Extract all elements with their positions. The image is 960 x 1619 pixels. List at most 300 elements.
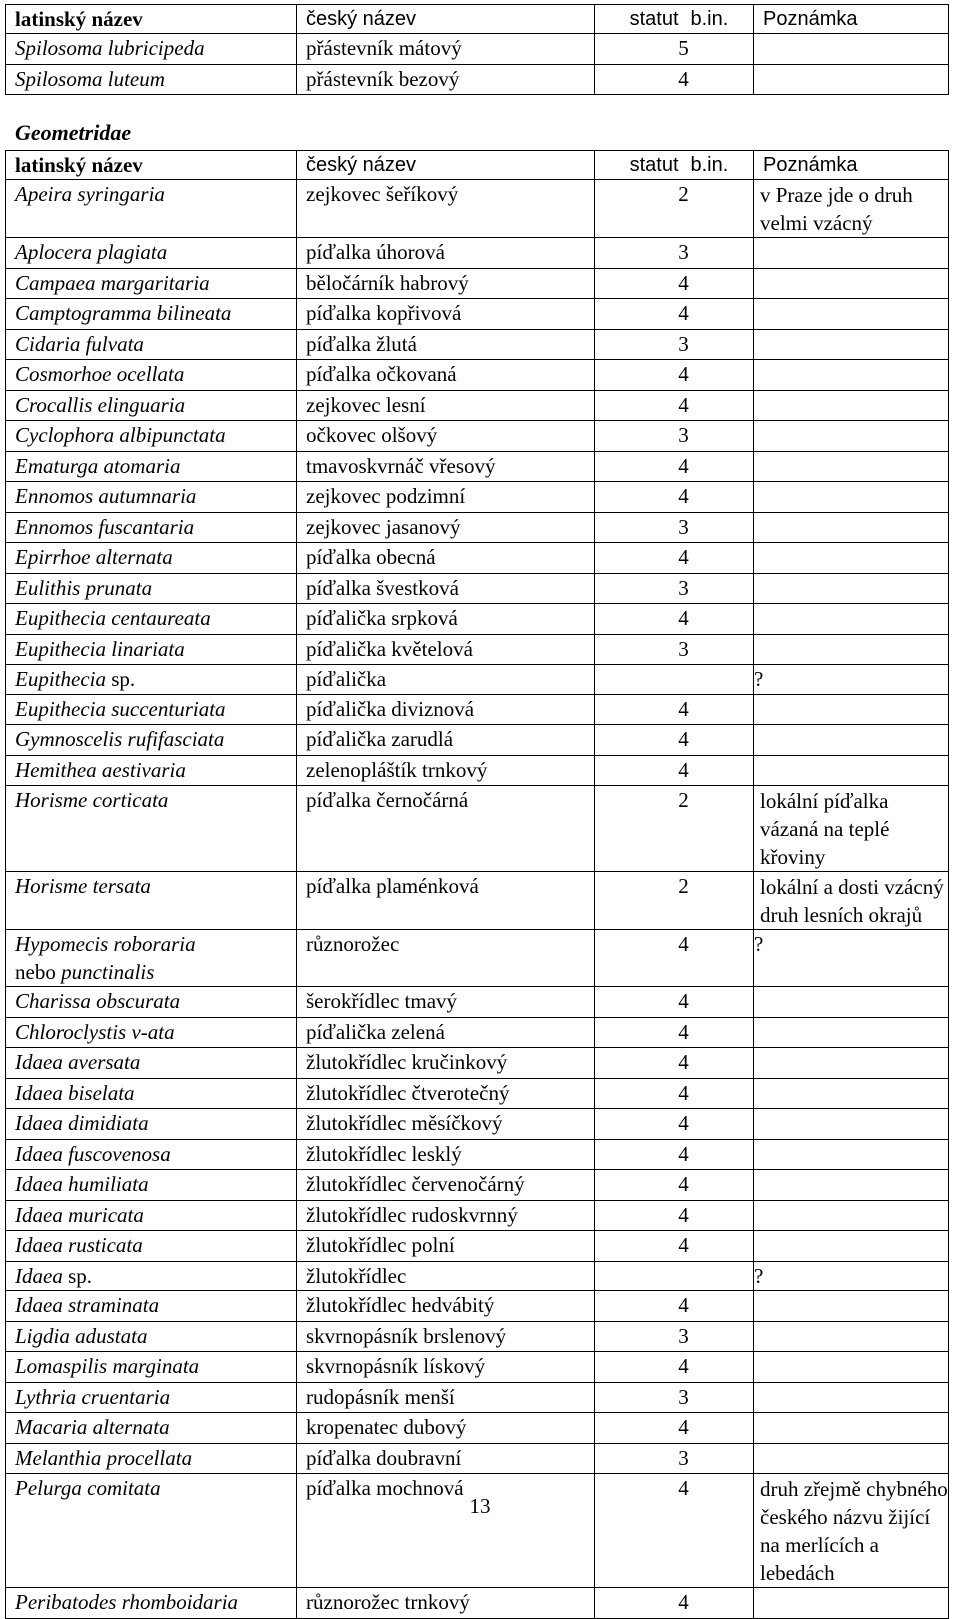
czech-name: žlutokřídlec měsíčkový <box>297 1109 595 1140</box>
note-cell <box>754 543 949 574</box>
bin-value: 4 <box>678 1233 689 1257</box>
bin-cell <box>678 1139 754 1170</box>
czech-name: píďalka mochnová <box>297 1474 595 1588</box>
latin-name-cell <box>6 1109 297 1140</box>
latin-name-cell <box>6 64 297 95</box>
bin-cell <box>678 694 754 725</box>
bin-value: 4 <box>678 392 689 417</box>
species-table-arctiidae <box>5 4 949 95</box>
bin-value: 3 <box>678 1323 689 1348</box>
table-row <box>6 1321 949 1352</box>
latin-name-cell <box>6 268 297 299</box>
czech-name: píďalka očkovaná <box>297 360 595 391</box>
czech-name: píďalka žlutá <box>297 329 595 360</box>
note-cell <box>754 329 949 360</box>
latin-name-cell <box>6 451 297 482</box>
latin-name: Campaea margaritaria <box>15 270 210 295</box>
czech-name: žlutokřídlec kručinkový <box>297 1048 595 1079</box>
latin-name-cell <box>6 1382 297 1413</box>
bin-value: 4 <box>678 1141 689 1166</box>
czech-name: píďalička zelená <box>297 1017 595 1048</box>
note-cell <box>754 1017 949 1048</box>
note-cell: druh zřejmě chybného českého názvu žijící na merlících a lebedách <box>754 1474 949 1588</box>
czech-name: přástevník mátový <box>297 34 595 65</box>
bin-value: 4 <box>678 757 689 782</box>
table-row <box>6 930 949 987</box>
note-cell <box>754 1382 949 1413</box>
bin-cell <box>678 1109 754 1140</box>
czech-name: žlutokřídlec čtverotečný <box>297 1078 595 1109</box>
table-row <box>6 390 949 421</box>
note-cell: lokální a dosti vzácný druh lesních okrajů <box>754 872 949 930</box>
latin-name: Horisme corticata <box>15 788 169 812</box>
header-note: Poznámka <box>754 151 949 180</box>
czech-name: píďalka kopřivová <box>297 299 595 330</box>
latin-name-cell <box>6 1200 297 1231</box>
bin-value: 4 <box>678 453 689 478</box>
latin-name-cell <box>6 238 297 269</box>
latin-name-cell <box>6 665 297 695</box>
czech-name: různorožec trnkový <box>297 1588 595 1619</box>
latin-name-cell <box>6 1352 297 1383</box>
latin-name-cell <box>6 930 297 987</box>
latin-name: Ennomos fuscantaria <box>15 514 195 539</box>
bin-value: 4 <box>678 1590 689 1614</box>
bin-cell <box>678 451 754 482</box>
table-row <box>6 1200 949 1231</box>
table-row <box>6 987 949 1018</box>
latin-name-cell <box>6 1078 297 1109</box>
table-row <box>6 665 949 695</box>
note-cell <box>754 299 949 330</box>
latin-name: Idaea fuscovenosa <box>15 1141 171 1166</box>
czech-name: skvrnopásník lískový <box>297 1352 595 1383</box>
latin-name: Cosmorhoe ocellata <box>15 362 185 386</box>
bin-value: 4 <box>678 270 689 295</box>
bin-value: 4 <box>678 606 689 630</box>
table-row <box>6 755 949 786</box>
bin-value: 4 <box>678 1415 689 1439</box>
latin-name-cell <box>6 1443 297 1474</box>
czech-name: žlutokřídlec červenočárný <box>297 1170 595 1201</box>
bin-value: 5 <box>678 36 689 60</box>
bin-value: 3 <box>678 1384 689 1409</box>
page-number: 13 <box>469 1494 491 1518</box>
table-row <box>6 1231 949 1262</box>
note-cell <box>754 512 949 543</box>
bin-value: 2 <box>678 182 689 206</box>
table-row <box>6 1413 949 1444</box>
table-row <box>6 482 949 513</box>
latin-name-cell <box>6 694 297 725</box>
bin-cell <box>678 725 754 756</box>
czech-name: píďalka švestková <box>297 573 595 604</box>
latin-name: Idaea rusticata <box>15 1233 143 1257</box>
latin-name-cell <box>6 573 297 604</box>
bin-value: 4 <box>678 362 689 386</box>
czech-name: píďalka černočárná <box>297 786 595 872</box>
table-row <box>6 329 949 360</box>
latin-name: Idaea biselata <box>15 1080 135 1105</box>
header-status: statut <box>595 5 687 34</box>
latin-name: Idaea muricata <box>15 1202 144 1227</box>
latin-name-cell <box>6 987 297 1018</box>
table-row <box>6 1443 949 1474</box>
table-row <box>6 1291 949 1322</box>
bin-cell <box>678 1413 754 1444</box>
bin-cell <box>678 634 754 665</box>
latin-name: Eupithecia centaureata <box>15 606 211 630</box>
bin-value: 4 <box>678 66 689 91</box>
note-cell <box>754 1413 949 1444</box>
header-czech-name: český název <box>297 151 595 180</box>
latin-name-cell <box>6 1413 297 1444</box>
table-row <box>6 421 949 452</box>
latin-name: Epirrhoe alternata <box>15 545 173 569</box>
bin-cell <box>678 573 754 604</box>
czech-name: žlutokřídlec polní <box>297 1231 595 1262</box>
table-row <box>6 64 949 95</box>
bin-cell <box>678 1017 754 1048</box>
note-cell <box>754 1443 949 1474</box>
table-row <box>6 512 949 543</box>
table-row <box>6 1588 949 1619</box>
bin-value: 3 <box>678 1445 689 1470</box>
latin-name-cell <box>6 786 297 872</box>
bin-cell <box>678 299 754 330</box>
note-cell: ? <box>754 930 949 987</box>
czech-name: běločárník habrový <box>297 268 595 299</box>
latin-name-cell <box>6 482 297 513</box>
latin-name-cell <box>6 604 297 635</box>
czech-name: píďalička zarudlá <box>297 725 595 756</box>
header-note: Poznámka <box>754 5 949 34</box>
czech-name: píďalička diviznová <box>297 694 595 725</box>
czech-name: píďalička srpková <box>297 604 595 635</box>
bin-value: 3 <box>678 331 689 356</box>
table-row <box>6 1382 949 1413</box>
bin-value: 4 <box>678 1172 689 1196</box>
status-cell <box>595 1261 687 1291</box>
note-cell <box>754 64 949 95</box>
note-cell <box>754 1170 949 1201</box>
bin-value: 4 <box>678 696 689 721</box>
latin-name-cell <box>6 543 297 574</box>
note-cell <box>754 694 949 725</box>
czech-name: žlutokřídlec hedvábitý <box>297 1291 595 1322</box>
bin-cell <box>678 604 754 635</box>
table-row <box>6 872 949 930</box>
note-cell <box>754 268 949 299</box>
czech-name: zejkovec podzimní <box>297 482 595 513</box>
table-header-row <box>6 151 949 180</box>
bin-value: 4 <box>678 727 689 751</box>
latin-name-alt: punctinalis <box>61 960 155 984</box>
header-latin-name: latinský název <box>6 151 297 180</box>
header-bin: b.in. <box>687 151 754 180</box>
bin-value: 4 <box>678 1354 689 1378</box>
latin-name: Spilosoma luteum <box>15 66 165 91</box>
bin-cell <box>678 421 754 452</box>
table-row <box>6 1474 949 1588</box>
table-row <box>6 725 949 756</box>
table-row <box>6 694 949 725</box>
bin-cell <box>678 390 754 421</box>
czech-name: píďalka plaménková <box>297 872 595 930</box>
czech-name: žlutokřídlec <box>297 1261 595 1291</box>
bin-value: 3 <box>678 423 689 447</box>
note-cell: v Praze jde o druh velmi vzácný <box>754 180 949 238</box>
bin-cell <box>678 1078 754 1109</box>
latin-name: Chloroclystis v-ata <box>15 1019 175 1044</box>
note-cell <box>754 1588 949 1619</box>
latin-name-cell <box>6 1170 297 1201</box>
latin-name-cell <box>6 1291 297 1322</box>
latin-name-cell <box>6 1048 297 1079</box>
latin-name: Ligdia adustata <box>15 1323 148 1348</box>
latin-name: Charissa obscurata <box>15 989 181 1013</box>
bin-value: 4 <box>678 1111 689 1135</box>
bin-cell <box>678 360 754 391</box>
latin-name-suffix: sp. <box>105 667 136 691</box>
bin-cell <box>678 1231 754 1262</box>
latin-name: Cyclophora albipunctata <box>15 423 226 447</box>
note-cell <box>754 725 949 756</box>
bin-cell <box>678 987 754 1018</box>
bin-cell <box>678 1474 754 1588</box>
note-cell: ? <box>754 1261 949 1291</box>
note-cell <box>754 573 949 604</box>
bin-value: 4 <box>678 545 689 569</box>
latin-name-suffix: sp. <box>62 1263 93 1288</box>
latin-name: Apeira syringaria <box>15 182 165 206</box>
note-cell <box>754 987 949 1018</box>
bin-value: 2 <box>678 788 689 812</box>
latin-name-cell <box>6 512 297 543</box>
note-cell <box>754 604 949 635</box>
note-cell <box>754 482 949 513</box>
bin-cell <box>678 34 754 65</box>
note-cell <box>754 1200 949 1231</box>
bin-cell <box>678 1588 754 1619</box>
czech-name: skvrnopásník brslenový <box>297 1321 595 1352</box>
latin-name-cell <box>6 299 297 330</box>
bin-cell <box>687 1261 754 1291</box>
bin-value: 4 <box>678 1080 689 1105</box>
latin-name: Macaria alternata <box>15 1415 170 1439</box>
note-cell <box>754 1139 949 1170</box>
bin-cell <box>678 512 754 543</box>
bin-value: 4 <box>678 989 689 1013</box>
bin-value: 3 <box>678 575 689 600</box>
czech-name: píďalka obecná <box>297 543 595 574</box>
header-czech-name: český název <box>297 5 595 34</box>
table-row <box>6 1109 949 1140</box>
table-row <box>6 1017 949 1048</box>
bin-value: 3 <box>678 636 689 661</box>
note-cell <box>754 1231 949 1262</box>
latin-name: Idaea straminata <box>15 1293 160 1317</box>
czech-name: zelenopláštík trnkový <box>297 755 595 786</box>
latin-name: Camptogramma bilineata <box>15 301 232 325</box>
latin-name: Ennomos autumnaria <box>15 484 197 508</box>
czech-name: píďalička květelová <box>297 634 595 665</box>
bin-cell <box>678 1291 754 1322</box>
bin-value: 3 <box>678 514 689 539</box>
bin-value: 4 <box>678 1050 689 1074</box>
czech-name: šerokřídlec tmavý <box>297 987 595 1018</box>
bin-cell <box>678 1443 754 1474</box>
latin-name: Spilosoma lubricipeda <box>15 36 205 60</box>
bin-cell <box>678 930 754 987</box>
latin-name-cell <box>6 634 297 665</box>
table-row <box>6 634 949 665</box>
note-cell <box>754 1109 949 1140</box>
bin-value: 4 <box>678 932 689 956</box>
bin-value: 4 <box>678 1202 689 1227</box>
table-row <box>6 1170 949 1201</box>
latin-name-cell <box>6 1017 297 1048</box>
latin-name: Aplocera plagiata <box>15 240 168 264</box>
latin-name: Peribatodes rhomboidaria <box>15 1590 239 1614</box>
table-row <box>6 34 949 65</box>
latin-name-cell <box>6 1588 297 1619</box>
table-row <box>6 180 949 238</box>
table-row <box>6 238 949 269</box>
bin-cell <box>687 665 754 695</box>
table-row <box>6 1139 949 1170</box>
bin-cell <box>678 64 754 95</box>
family-heading: Geometridae <box>15 120 132 145</box>
table-header-row <box>6 5 949 34</box>
latin-name: Melanthia procellata <box>15 1445 193 1470</box>
note-cell <box>754 238 949 269</box>
czech-name: zejkovec lesní <box>297 390 595 421</box>
bin-cell <box>678 1048 754 1079</box>
latin-name: Idaea dimidiata <box>15 1111 149 1135</box>
latin-name: Gymnoscelis rufifasciata <box>15 727 225 751</box>
bin-cell <box>678 872 754 930</box>
latin-name: Hemithea aestivaria <box>15 757 186 782</box>
table-row <box>6 1078 949 1109</box>
bin-cell <box>678 180 754 238</box>
latin-name-cell <box>6 1139 297 1170</box>
latin-name: Idaea aversata <box>15 1050 141 1074</box>
table-row <box>6 268 949 299</box>
bin-cell <box>678 1321 754 1352</box>
latin-name-alt-prefix: nebo <box>15 960 62 984</box>
table-row <box>6 451 949 482</box>
table-row <box>6 1261 949 1291</box>
bin-cell <box>678 1352 754 1383</box>
bin-cell <box>678 1200 754 1231</box>
note-cell <box>754 755 949 786</box>
latin-name: Hypomecis roboraria <box>15 932 196 956</box>
bin-cell <box>678 1382 754 1413</box>
latin-name: Horisme tersata <box>15 874 151 898</box>
note-cell <box>754 451 949 482</box>
bin-value: 4 <box>678 1293 689 1317</box>
note-cell <box>754 1321 949 1352</box>
latin-name-cell <box>6 180 297 238</box>
status-cell <box>595 665 687 695</box>
czech-name: píďalička <box>297 665 595 695</box>
table-row <box>6 573 949 604</box>
latin-name-cell <box>6 1474 297 1588</box>
bin-cell <box>678 786 754 872</box>
bin-cell <box>678 329 754 360</box>
czech-name: přástevník bezový <box>297 64 595 95</box>
bin-cell <box>678 482 754 513</box>
czech-name: zejkovec šeříkový <box>297 180 595 238</box>
note-cell <box>754 390 949 421</box>
latin-name-cell <box>6 725 297 756</box>
note-cell <box>754 34 949 65</box>
latin-name-cell <box>6 1261 297 1291</box>
bin-value: 2 <box>678 874 689 898</box>
table-row <box>6 1352 949 1383</box>
czech-name: tmavoskvrnáč vřesový <box>297 451 595 482</box>
table-row <box>6 1048 949 1079</box>
latin-name-cell <box>6 872 297 930</box>
bin-value: 4 <box>678 484 689 508</box>
czech-name: píďalka doubravní <box>297 1443 595 1474</box>
latin-name-cell <box>6 360 297 391</box>
header-latin-name: latinský název <box>6 5 297 34</box>
table-row <box>6 299 949 330</box>
latin-name: Crocallis elinguaria <box>15 392 186 417</box>
bin-cell <box>678 543 754 574</box>
latin-name-cell <box>6 329 297 360</box>
note-cell <box>754 1291 949 1322</box>
czech-name: zejkovec jasanový <box>297 512 595 543</box>
latin-name-cell <box>6 421 297 452</box>
czech-name: očkovec olšový <box>297 421 595 452</box>
note-cell <box>754 360 949 391</box>
latin-name: Ematurga atomaria <box>15 453 181 478</box>
note-cell <box>754 1048 949 1079</box>
table-row <box>6 360 949 391</box>
species-table-geometridae <box>5 150 949 1619</box>
latin-name: Eupithecia succenturiata <box>15 696 226 721</box>
latin-name-cell <box>6 755 297 786</box>
bin-cell <box>678 268 754 299</box>
table-row <box>6 604 949 635</box>
note-cell: lokální píďalka vázaná na teplé křoviny <box>754 786 949 872</box>
header-status: statut <box>595 151 687 180</box>
table-row <box>6 543 949 574</box>
header-bin: b.in. <box>687 5 754 34</box>
bin-value: 4 <box>678 301 689 325</box>
czech-name: kropenatec dubový <box>297 1413 595 1444</box>
bin-cell <box>678 755 754 786</box>
bin-value: 4 <box>678 1019 689 1044</box>
note-cell: ? <box>754 665 949 695</box>
latin-name-cell <box>6 390 297 421</box>
note-cell <box>754 1352 949 1383</box>
latin-name: Idaea humiliata <box>15 1172 149 1196</box>
note-cell <box>754 1078 949 1109</box>
bin-cell <box>678 238 754 269</box>
latin-name: Eupithecia <box>15 667 106 691</box>
latin-name: Pelurga comitata <box>15 1476 161 1500</box>
latin-name-cell <box>6 34 297 65</box>
czech-name: žlutokřídlec lesklý <box>297 1139 595 1170</box>
table-row <box>6 786 949 872</box>
bin-value: 3 <box>678 240 689 264</box>
latin-name-cell <box>6 1321 297 1352</box>
czech-name: rudopásník menší <box>297 1382 595 1413</box>
